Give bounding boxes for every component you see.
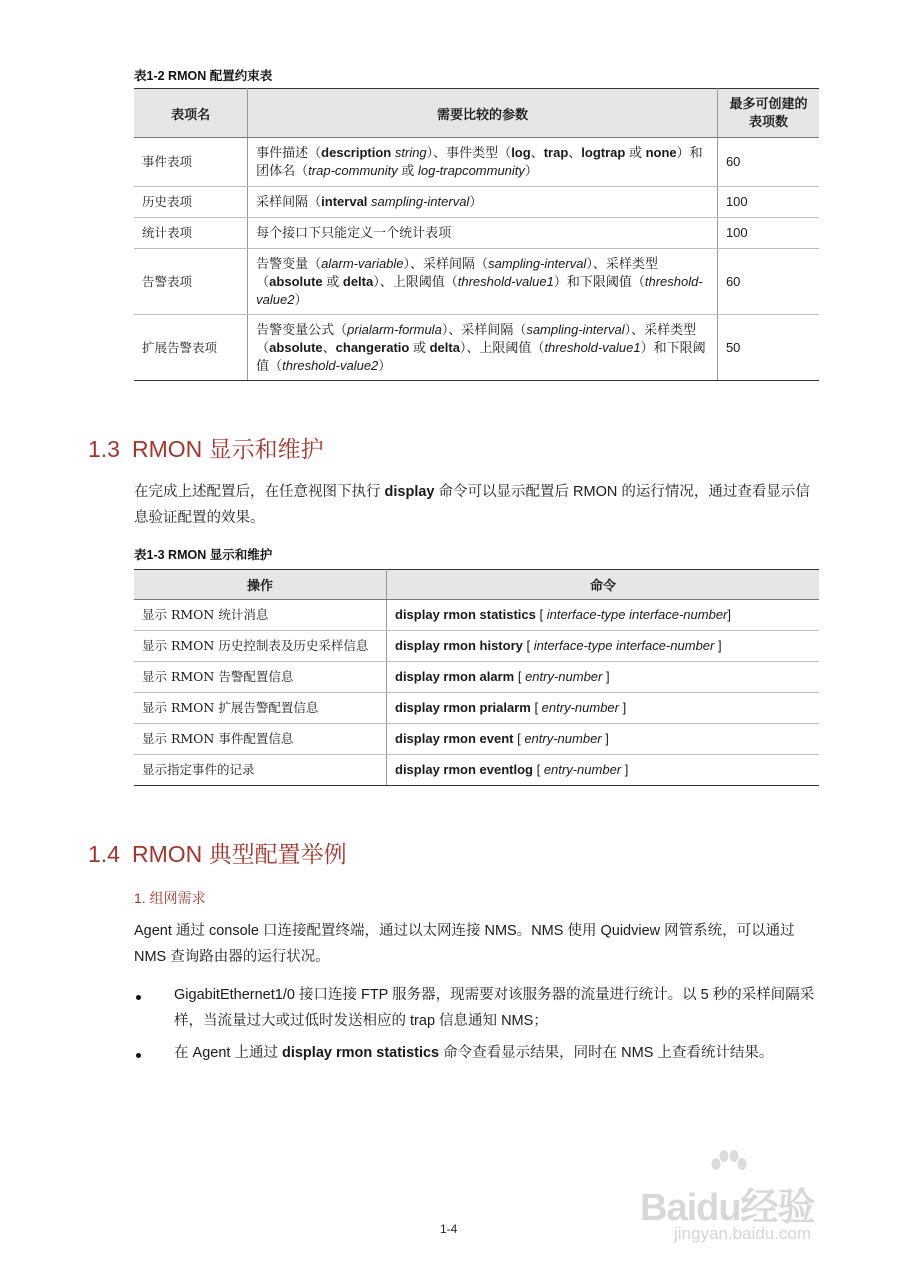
table12-name-cell: 扩展告警表项: [134, 315, 248, 381]
table-row: [134, 631, 819, 662]
table12-name-cell: 历史表项: [134, 187, 248, 218]
section-title: RMON 典型配置举例: [131, 841, 347, 867]
table-row: [134, 249, 819, 315]
table12-name-cell: 告警表项: [134, 249, 248, 315]
section-number: 1.4: [88, 841, 120, 867]
bullet-dot-icon: [136, 995, 141, 1000]
rmon-constraint-table: [134, 88, 819, 381]
table13-header-op: 操作: [134, 570, 387, 600]
table13-caption: 表1-3 RMON 显示和维护: [134, 548, 273, 562]
table-row: [134, 693, 819, 724]
table13-cmd-cell: display rmon history [ interface-type interface-number ]: [387, 631, 820, 662]
table12-header-max: 最多可创建的表项数: [717, 89, 819, 138]
bullet-dot-icon: [136, 1053, 141, 1058]
table13-op-cell: 显示 RMON 事件配置信息: [134, 724, 387, 755]
section-title: RMON 显示和维护: [131, 436, 324, 462]
table12-params-cell: 采样间隔（interval sampling-interval）: [248, 187, 718, 218]
rmon-display-table: [134, 569, 819, 786]
table-row: [134, 662, 819, 693]
section-1-3-paragraph: 在完成上述配置后，在任意视图下执行 display 命令可以显示配置后 RMON 的运行情况，通过查看显示信息验证配置的效果。: [134, 484, 810, 526]
table13-op-cell: 显示指定事件的记录: [134, 755, 387, 786]
table13-op-cell: 显示 RMON 统计消息: [134, 600, 387, 631]
table-row: [134, 187, 819, 218]
watermark-logo: Baidu经验: [640, 1187, 815, 1229]
table-row: [134, 755, 819, 786]
page-number: 1-4: [440, 1222, 458, 1236]
section-number: 1.3: [88, 436, 120, 462]
table-row: [134, 724, 819, 755]
subheading-networking-requirements: 1. 组网需求: [134, 890, 206, 906]
baidu-jingyan-watermark: [640, 1150, 860, 1250]
bullet-item: 在 Agent 上通过 display rmon statistics 命令查看显示结果，同时在 NMS 上查看统计结果。: [174, 1045, 774, 1061]
section-1-4-paragraph: Agent 通过 console 口连接配置终端，通过以太网连接 NMS。NMS 使用 Quidview 网管系统，可以通过 NMS 查询路由器的运行状况。: [134, 923, 795, 965]
table13-cmd-cell: display rmon statistics [ interface-type interface-number]: [387, 600, 820, 631]
section-1-3-heading: [88, 431, 324, 464]
table12-header-params: 需要比较的参数: [248, 89, 718, 138]
section-1-4-heading: [88, 836, 347, 869]
table12-params-cell: 每个接口下只能定义一个统计表项: [248, 218, 718, 249]
table12-max-cell: 60: [717, 249, 819, 315]
table13-header-cmd: 命令: [387, 570, 820, 600]
table12-max-cell: 100: [717, 218, 819, 249]
table13-op-cell: 显示 RMON 扩展告警配置信息: [134, 693, 387, 724]
table12-name-cell: 统计表项: [134, 218, 248, 249]
table-row: [134, 218, 819, 249]
table-row: [134, 315, 819, 381]
table13-cmd-cell: display rmon alarm [ entry-number ]: [387, 662, 820, 693]
table-row: [134, 138, 819, 187]
table-row: [134, 600, 819, 631]
table12-caption: 表1-2 RMON 配置约束表: [134, 69, 273, 83]
table13-cmd-cell: display rmon prialarm [ entry-number ]: [387, 693, 820, 724]
table12-params-cell: 告警变量（alarm-variable）、采样间隔（sampling-interval）、采样类型（absolute 或 delta）、上限阈值（threshold-value1）和下限阈值（threshold-value2）: [248, 249, 718, 315]
table12-name-cell: 事件表项: [134, 138, 248, 187]
table12-max-cell: 60: [717, 138, 819, 187]
table13-op-cell: 显示 RMON 历史控制表及历史采样信息: [134, 631, 387, 662]
table12-params-cell: 告警变量公式（prialarm-formula）、采样间隔（sampling-interval）、采样类型（absolute、changeratio 或 delta）、上限阈值（threshold-value1）和下限阈值（threshold-value2）: [248, 315, 718, 381]
bullet-item: GigabitEthernet1/0 接口连接 FTP 服务器，现需要对该服务器的流量进行统计。以 5 秒的采样间隔采样，当流量过大或过低时发送相应的 trap 信息通知 NMS；: [174, 987, 815, 1029]
table12-max-cell: 50: [717, 315, 819, 381]
table13-cmd-cell: display rmon event [ entry-number ]: [387, 724, 820, 755]
table13-cmd-cell: display rmon eventlog [ entry-number ]: [387, 755, 820, 786]
table12-header-name: 表项名: [134, 89, 248, 138]
table12-params-cell: 事件描述（description string）、事件类型（log、trap、logtrap 或 none）和团体名（trap-community 或 log-trapcommunity）: [248, 138, 718, 187]
table13-op-cell: 显示 RMON 告警配置信息: [134, 662, 387, 693]
table12-max-cell: 100: [717, 187, 819, 218]
watermark-url: jingyan.baidu.com: [674, 1224, 812, 1243]
